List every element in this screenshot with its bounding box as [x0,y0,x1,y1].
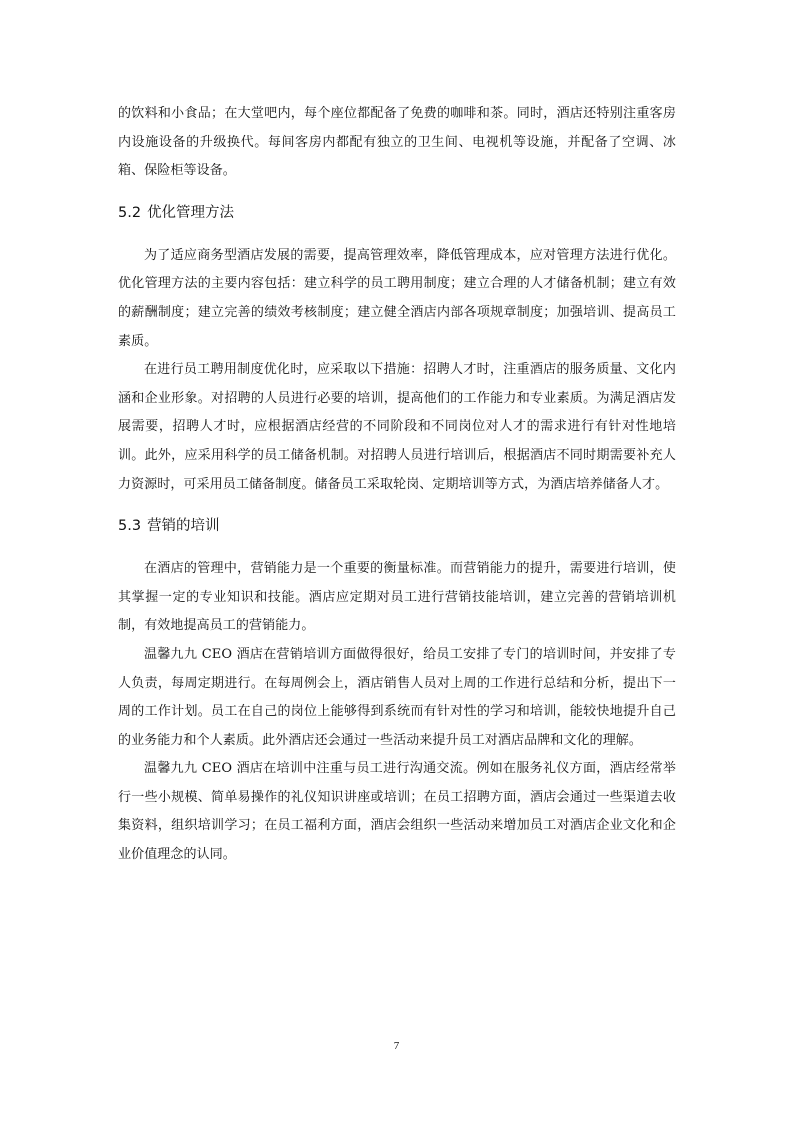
section-title: 优化管理方法 [147,204,235,221]
body-paragraph: 在酒店的管理中，营销能力是一个重要的衡量标准。而营销能力的提升，需要进行培训，使其掌握一定的专业知识和技能。酒店应定期对员工进行营销技能培训，建立完善的营销培训机制，有效地提高员工的营销能力。 [118,561,676,634]
section-number: 5.3 [118,518,142,535]
section-heading-5-2 [118,198,676,228]
continued-paragraph: 的饮料和小食品；在大堂吧内，每个座位都配备了免费的咖啡和茶。同时，酒店还特别注重客房内设施设备的升级换代。每间客房内都配有独立的卫生间、电视机等设施，并配备了空调、冰箱、保险柜等设备。 [118,106,676,179]
page-number: 7 [393,1040,400,1052]
page-body [118,100,676,870]
section-heading-5-3 [118,511,676,541]
body-paragraph: 温馨九九 CEO 酒店在营销培训方面做得很好，给员工安排了专门的培训时间，并安排了专人负责，每周定期进行。在每周例会上，酒店销售人员对上周的工作进行总结和分析，提出下一周的工作计划。员工在自己的岗位上能够得到系统而有针对性的学习和培训，能较快地提升自己的业务能力和个人素质。此外酒店还会通过一些活动来提升员工对酒店品牌和文化的理解。 [118,646,676,748]
section-title: 营销的培训 [147,518,220,535]
body-paragraph: 在进行员工聘用制度优化时，应采取以下措施：招聘人才时，注重酒店的服务质量、文化内涵和企业形象。对招聘的人员进行必要的培训，提高他们的工作能力和专业素质。为满足酒店发展需要，招聘人才时，应根据酒店经营的不同阶段和不同岗位对人才的需求进行有针对性地培训。此外，应采用科学的员工储备机制。对招聘人员进行培训后，根据酒店不同时期需要补充人力资源时，可采用员工储备制度。储备员工采取轮岗、定期培训等方式，为酒店培养储备人才。 [118,362,676,492]
body-paragraph: 温馨九九 CEO 酒店在培训中注重与员工进行沟通交流。例如在服务礼仪方面，酒店经常举行一些小规模、简单易操作的礼仪知识讲座或培训；在员工招聘方面，酒店会通过一些渠道去收集资料，组织培训学习；在员工福利方面，酒店会组织一些活动来增加员工对酒店企业文化和企业价值理念的认同。 [118,761,676,863]
body-paragraph: 为了适应商务型酒店发展的需要，提高管理效率，降低管理成本，应对管理方法进行优化。优化管理方法的主要内容包括：建立科学的员工聘用制度；建立合理的人才储备机制；建立有效的薪酬制度；建立完善的绩效考核制度；建立健全酒店内部各项规章制度；加强培训、提高员工素质。 [118,247,676,349]
section-number: 5.2 [118,204,142,221]
